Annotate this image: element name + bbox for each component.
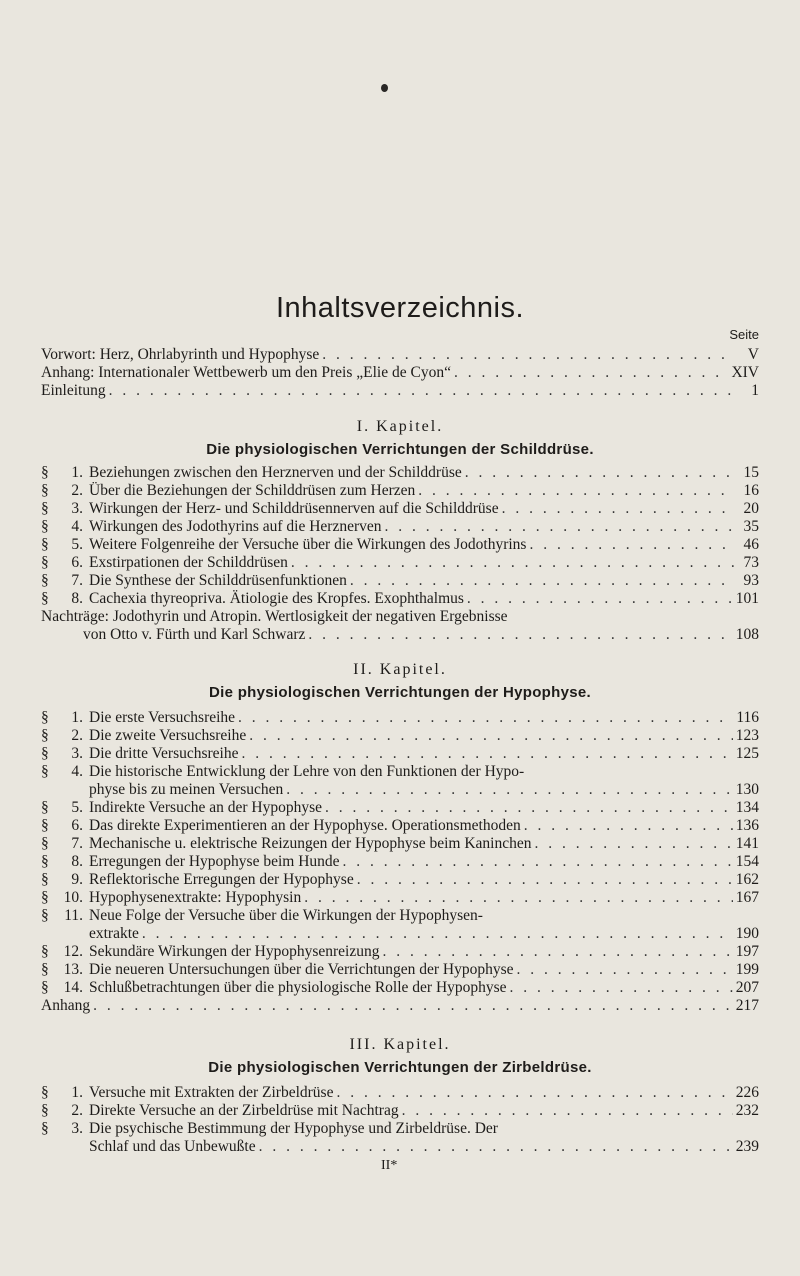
toc-entry: § 2. Direkte Versuche an der Zirbeldrüse mit Nachtrag . . . 232 <box>41 1102 759 1120</box>
ink-dot <box>381 84 388 92</box>
seite-label: Seite <box>729 327 759 342</box>
toc-entry: § 1. Beziehungen zwischen den Herznerven und der Schilddrüse . . . 15 <box>41 464 759 482</box>
toc-entry-einleitung: Einleitung . . . 1 <box>41 382 759 400</box>
toc-entry: § 5. Indirekte Versuche an der Hypophyse . . . 134 <box>41 799 759 817</box>
toc-entry: § 1. Die erste Versuchsreihe . . . 116 <box>41 709 759 727</box>
toc-entry: § 1. Versuche mit Extrakten der Zirbeldrüse . . . 226 <box>41 1084 759 1102</box>
toc-entry-line-1: § 4. Die historische Entwicklung der Lehre von den Funktionen der Hypo- <box>41 763 525 780</box>
page-title: Inhaltsverzeichnis. <box>275 292 525 324</box>
toc-entry: § 8. Cachexia thyreopriva. Ätiologie des Kropfes. Exophthalmus . . . 101 <box>41 590 759 608</box>
toc-entry-line-2: extrakte . . . 190 <box>89 925 759 943</box>
chapter-2-title: Die physiologischen Verrichtungen der Hypophyse. <box>209 684 591 701</box>
toc-entry: § 12. Sekundäre Wirkungen der Hypophysenreizung . . . 197 <box>41 943 759 961</box>
toc-entry: § 3. Wirkungen der Herz- und Schilddrüsennerven auf die Schilddrüse . . . 20 <box>41 500 759 518</box>
toc-entry: § 5. Weitere Folgenreihe der Versuche über die Wirkungen des Jodothyrins . . . 46 <box>41 536 759 554</box>
toc-entry: § 14. Schlußbetrachtungen über die physiologische Rolle der Hypophyse . . . 207 <box>41 979 759 997</box>
toc-entry: § 4. Wirkungen des Jodothyrins auf die Herznerven . . . 35 <box>41 518 759 536</box>
toc-entry: § 6. Exstirpationen der Schilddrüsen . . . 73 <box>41 554 759 572</box>
toc-entry-line-1: § 3. Die psychische Bestimmung der Hypophyse und Zirbeldrüse. Der <box>41 1120 498 1137</box>
toc-entry-vorwort: Vorwort: Herz, Ohrlabyrinth und Hypophyse . . . V <box>41 346 759 364</box>
chapter-2-heading: II. Kapitel. <box>353 661 447 678</box>
toc-entry: § 13. Die neueren Untersuchungen über die Verrichtungen der Hypophyse . . . 199 <box>41 961 759 979</box>
chapter-3-heading: III. Kapitel. <box>349 1036 451 1053</box>
toc-entry-line-1: § 11. Neue Folge der Versuche über die Wirkungen der Hypophysen- <box>41 907 483 924</box>
toc-entry-anhang-wettbewerb: Anhang: Internationaler Wettbewerb um den Preis „Elie de Cyon“ . . . XIV <box>41 364 759 382</box>
toc-entry: § 7. Mechanische u. elektrische Reizungen der Hypophyse beim Kaninchen . . . 141 <box>41 835 759 853</box>
toc-entry: § 10. Hypophysenextrakte: Hypophysin . . . 167 <box>41 889 759 907</box>
toc-entry: § 9. Reflektorische Erregungen der Hypophyse . . . 162 <box>41 871 759 889</box>
chapter-1-title: Die physiologischen Verrichtungen der Schilddrüse. <box>206 441 594 458</box>
toc-entry-nachtrag: von Otto v. Fürth und Karl Schwarz . . . 108 <box>83 626 759 644</box>
toc-entry: § 7. Die Synthese der Schilddrüsenfunktionen . . . 93 <box>41 572 759 590</box>
toc-entry-line-2: Schlaf und das Unbewußte . . . 239 <box>89 1138 759 1156</box>
nachtrag-line-1: Nachträge: Jodothyrin und Atropin. Wertlosigkeit der negativen Ergebnisse <box>41 608 508 625</box>
page-number: II* <box>381 1158 398 1173</box>
toc-entry: § 2. Die zweite Versuchsreihe . . . 123 <box>41 727 759 745</box>
toc-entry: § 8. Erregungen der Hypophyse beim Hunde . . . 154 <box>41 853 759 871</box>
toc-entry: § 6. Das direkte Experimentieren an der Hypophyse. Operationsmethoden . . . 136 <box>41 817 759 835</box>
toc-entry-line-2: physe bis zu meinen Versuchen . . . 130 <box>89 781 759 799</box>
toc-entry: § 2. Über die Beziehungen der Schilddrüsen zum Herzen . . . 16 <box>41 482 759 500</box>
toc-entry-anhang: Anhang . . . 217 <box>41 997 759 1015</box>
chapter-3-title: Die physiologischen Verrichtungen der Zirbeldrüse. <box>208 1059 592 1076</box>
chapter-1-heading: I. Kapitel. <box>356 418 444 435</box>
toc-entry: § 3. Die dritte Versuchsreihe . . . 125 <box>41 745 759 763</box>
